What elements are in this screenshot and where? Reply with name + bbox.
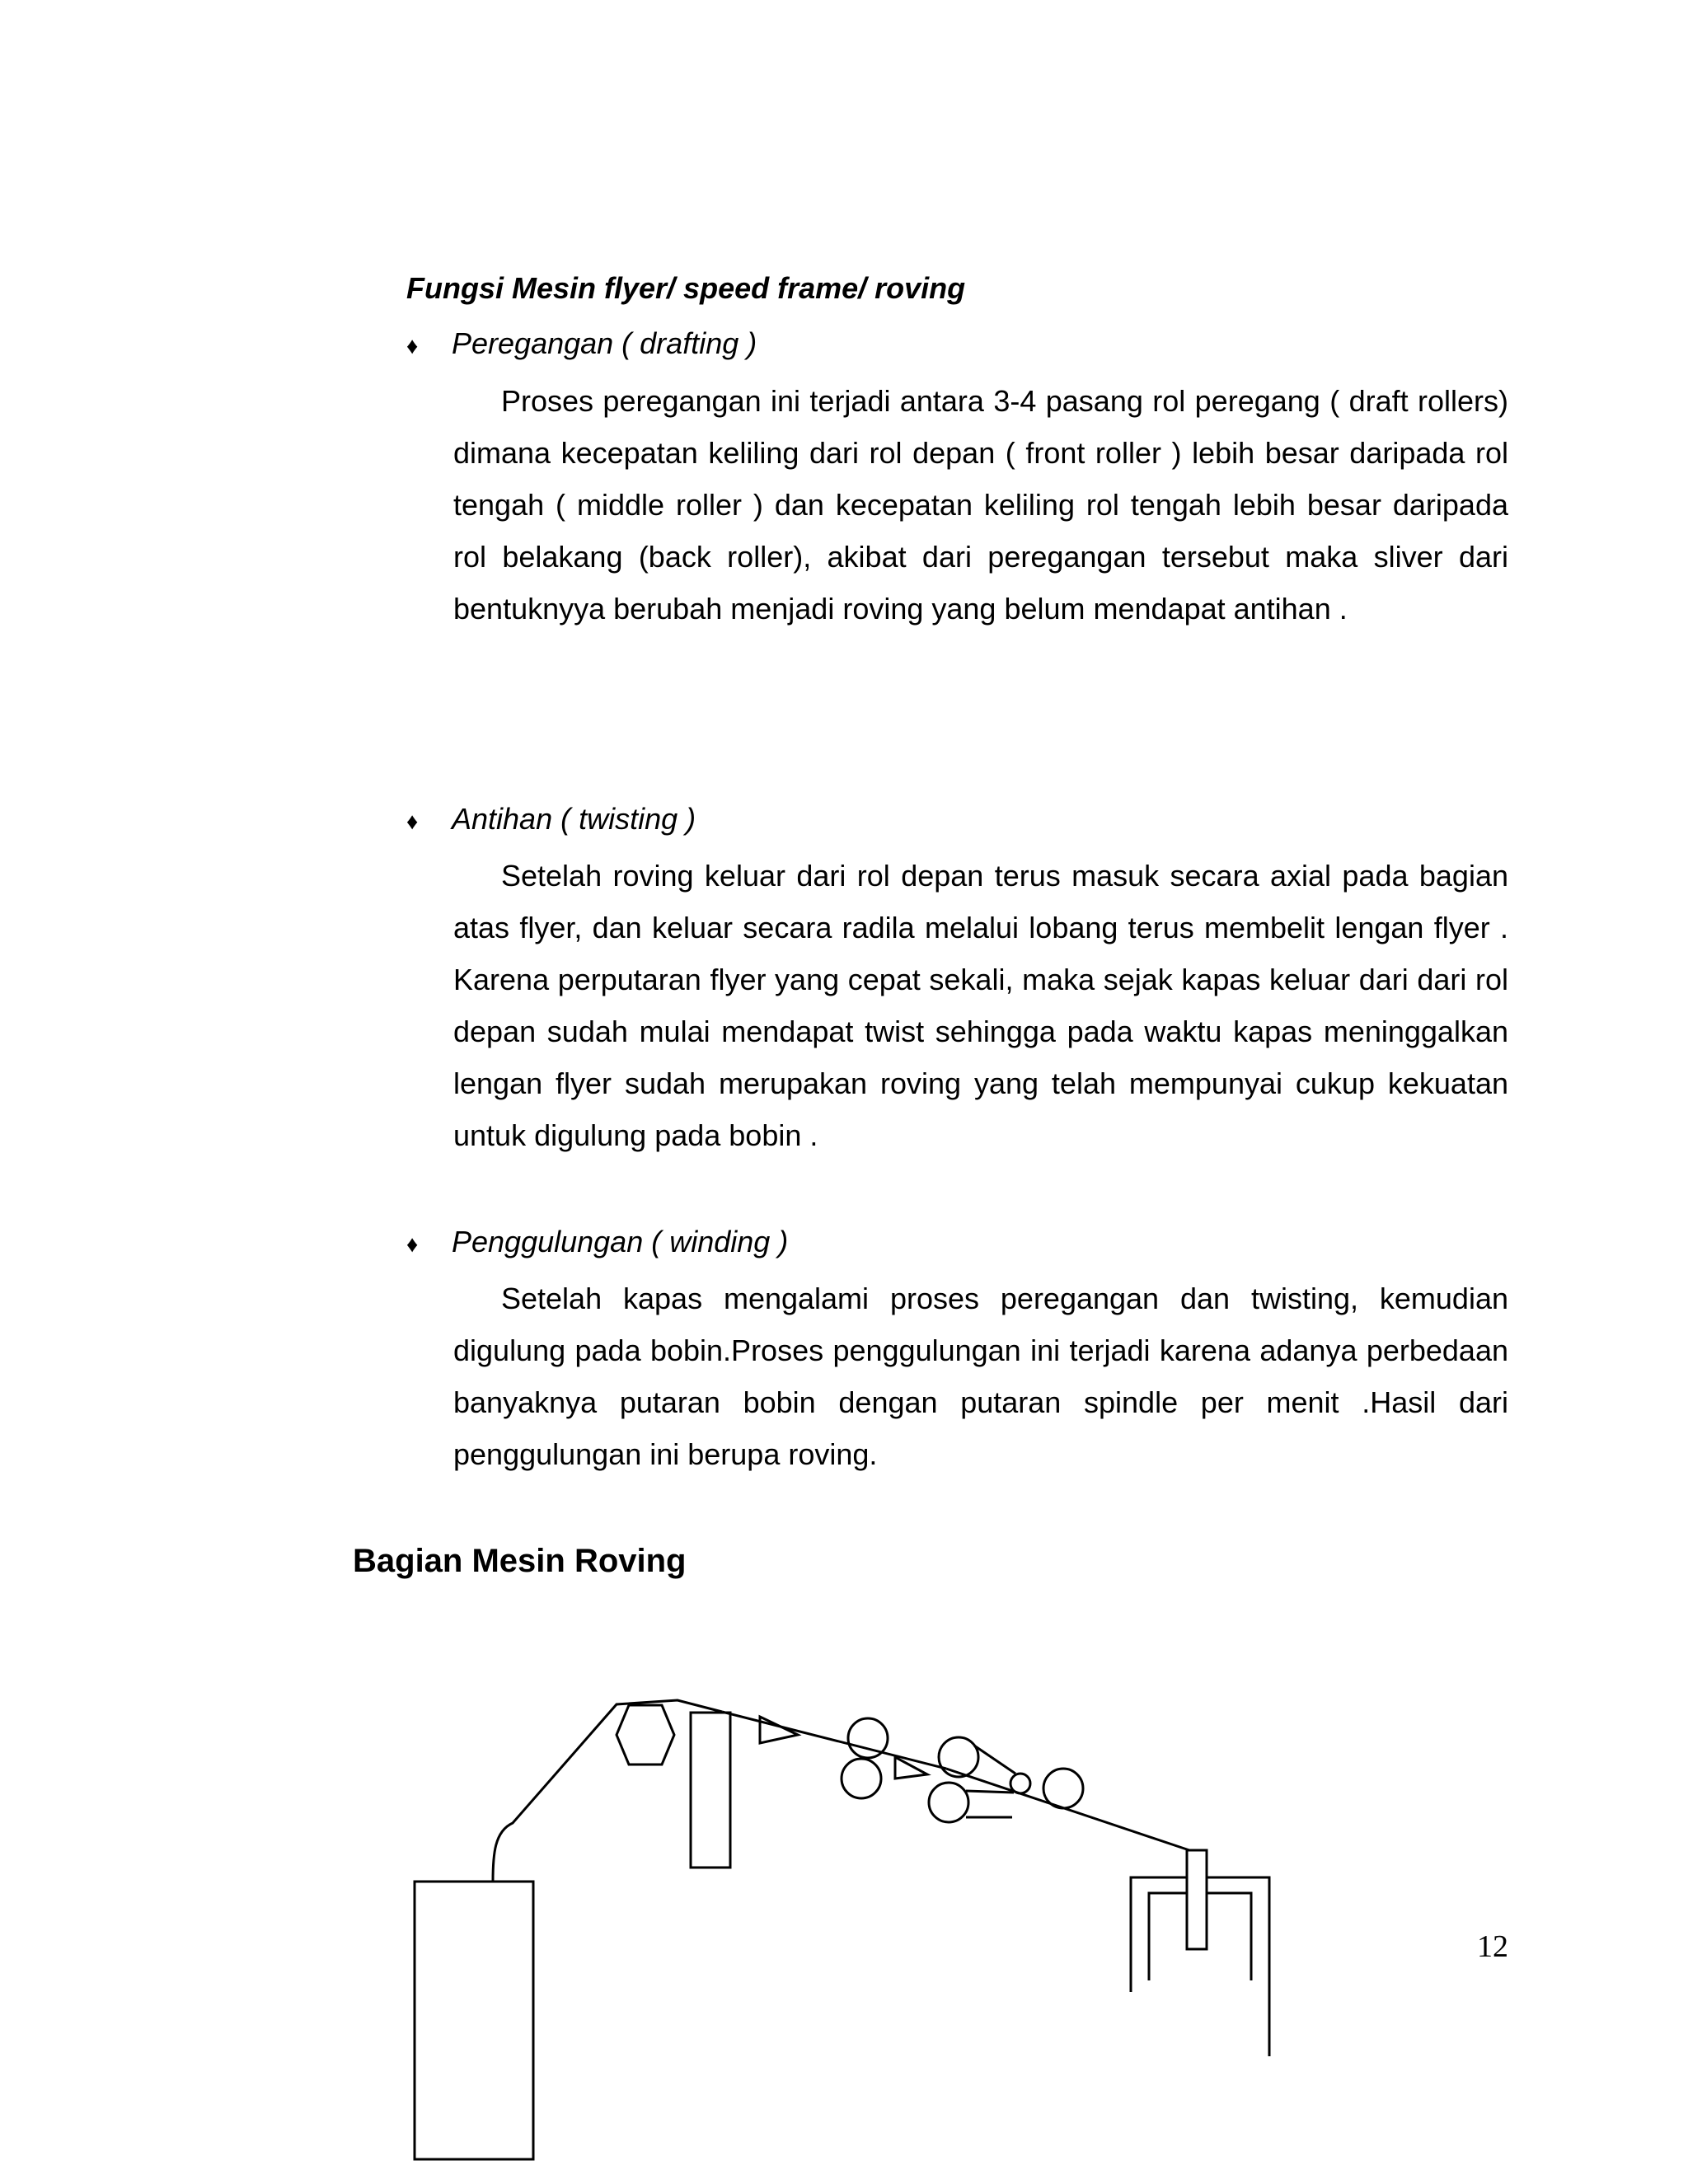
paragraph-text: Setelah roving keluar dari rol depan terus masuk secara axial pada bagian atas flyer, dan keluar secara radila melalui lobang terus membelit lengan flyer . Karena perputaran flyer yang cepat sekali, maka sejak kapas keluar dari dari rol depan sudah mulai mendapat twist sehingga pada waktu kapas meninggalkan lengan flyer sudah merupakan roving yang telah mempunyai cukup kekuatan untuk digulung pada bobin .	[453, 859, 1508, 1152]
paragraph-text: Setelah kapas mengalami proses peregangan dan twisting, kemudian digulung pada bobin.Proses penggulungan ini terjadi karena adanya perbedaan banyaknya putaran bobin dengan putaran spindle per menit .Hasil dari penggulungan ini berupa roving.	[453, 1282, 1508, 1471]
sliver-can	[415, 1882, 533, 2159]
page-number: 12	[1477, 1929, 1508, 1964]
creel-post	[691, 1713, 730, 1868]
roving-line-lower	[946, 1769, 1189, 1850]
flyer-top	[1187, 1850, 1207, 1949]
section-title: Fungsi Mesin flyer/ speed frame/ roving	[406, 271, 966, 305]
flyer-arms	[1131, 1877, 1269, 2056]
middle-top-roller	[939, 1737, 978, 1777]
bobbin-holder	[1149, 1893, 1251, 1980]
bullet-icon: ♦	[406, 1231, 419, 1257]
front-roller	[1043, 1769, 1083, 1808]
bullet-icon: ♦	[406, 808, 419, 834]
bullet-icon: ♦	[406, 333, 419, 359]
sliver-path	[493, 1700, 722, 1882]
apron-upper	[974, 1746, 1015, 1774]
roving-line-upper	[722, 1712, 946, 1769]
figure-heading: Bagian Mesin Roving	[353, 1543, 687, 1579]
back-top-roller	[848, 1718, 888, 1758]
back-bottom-roller	[842, 1759, 881, 1798]
bullet-heading-text: Antihan ( twisting )	[452, 802, 696, 836]
bullet-heading-text: Penggulungan ( winding )	[452, 1225, 789, 1258]
front-small-roller	[1010, 1774, 1030, 1793]
hexagon-guide	[617, 1705, 674, 1765]
middle-bottom-roller	[929, 1783, 968, 1822]
apron-lower	[966, 1791, 1014, 1793]
paragraph-text: Proses peregangan ini terjadi antara 3-4 pasang rol peregang ( draft rollers) dimana kecepatan keliling dari rol depan ( front roller ) lebih besar daripada rol tengah ( middle roller ) dan kecepatan keliling rol tengah lebih besar daripada rol belakang (back roller), akibat dari peregangan tersebut maka sliver dari bentuknyya berubah menjadi roving yang belum mendapat antihan .	[453, 384, 1508, 626]
bullet-heading-text: Peregangan ( drafting )	[452, 326, 757, 360]
